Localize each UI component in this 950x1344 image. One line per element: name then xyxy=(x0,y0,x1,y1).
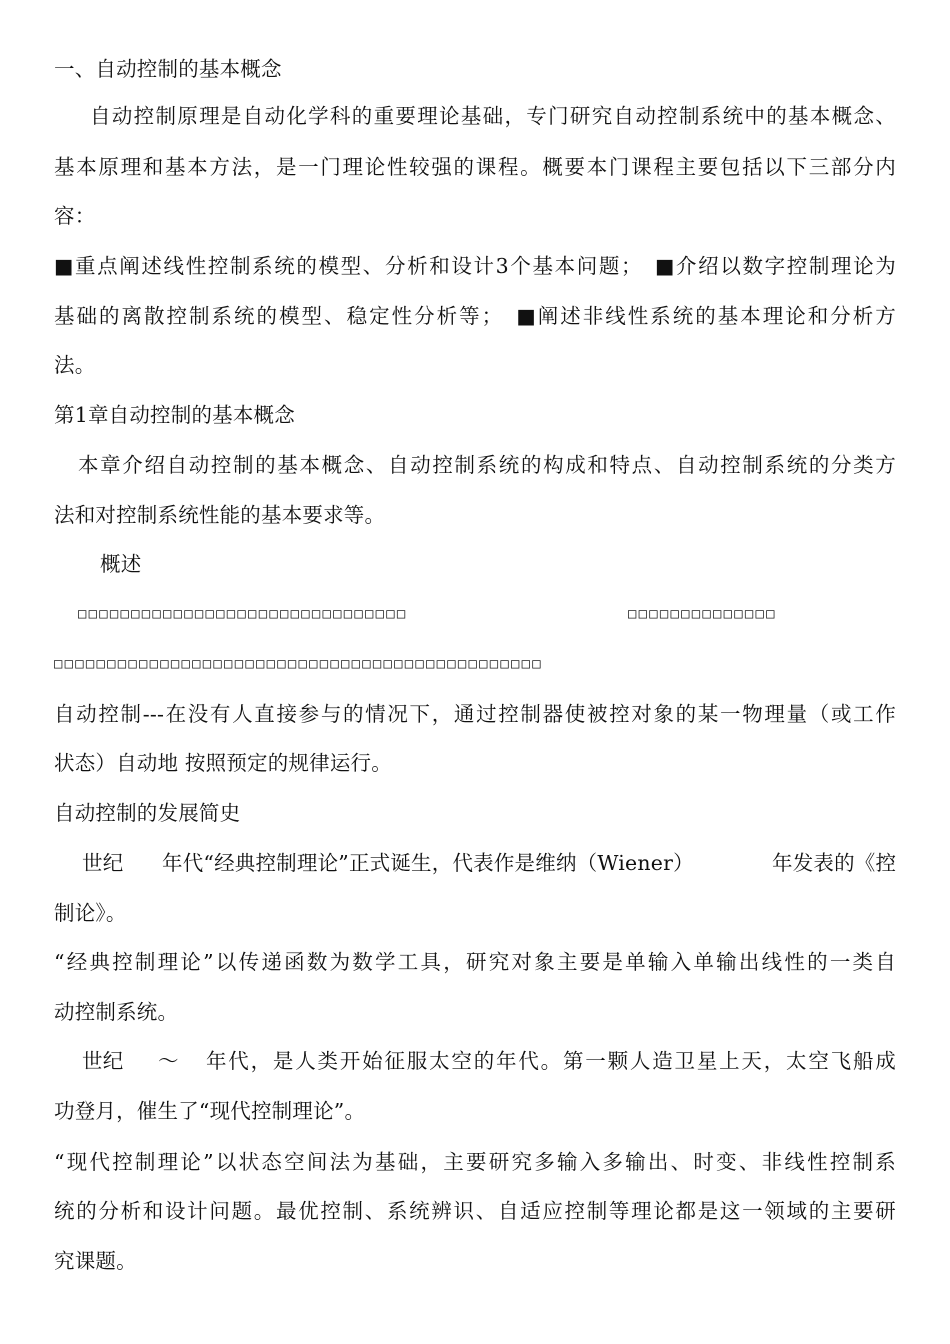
intro-paragraph-line-1: 自动控制原理是自动化学科的重要理论基础，专门研究自动控制系统中的基本概念、 xyxy=(90,104,896,128)
history-title: 自动控制的发展简史 xyxy=(54,801,241,825)
history-p1-seg-1: 世纪 xyxy=(82,851,124,875)
overview-label: 概述 xyxy=(100,552,142,576)
history-p4-line-2: 统的分析和设计问题。最优控制、系统辨识、自适应控制等理论都是这一领域的主要研 xyxy=(54,1199,896,1223)
history-p4-line-1: “现代控制理论”以状态空间法为基础，主要研究多输入多输出、时变、非线性控制系 xyxy=(54,1150,896,1174)
bullets-line-1: ■重点阐述线性控制系统的模型、分析和设计3个基本问题； ■介绍以数字控制理论为 xyxy=(54,254,896,278)
garbled-text-line-2: □□□□□□□□□□□□□□□□□□□□□□□□□□□□□□□□□□□□□□□□□□□□□□ xyxy=(54,656,543,672)
chapter-title: 第1章自动控制的基本概念 xyxy=(54,403,295,427)
history-p3-seg-1: 世纪 xyxy=(82,1049,124,1073)
history-p2-line-1: “经典控制理论”以传递函数为数学工具，研究对象主要是单输入单输出线性的一类自 xyxy=(54,950,896,974)
history-p3-seg-2: ～ xyxy=(158,1049,179,1073)
intro-paragraph-line-3: 容： xyxy=(54,204,96,228)
history-p4-line-3: 究课题。 xyxy=(54,1249,137,1273)
definition-line-1: 自动控制---在没有人直接参与的情况下，通过控制器使被控对象的某一物理量（或工作 xyxy=(54,702,896,726)
history-p3-seg-3: 年代，是人类开始征服太空的年代。第一颗人造卫星上天，太空飞船成 xyxy=(206,1049,896,1073)
intro-paragraph-line-2: 基本原理和基本方法，是一门理论性较强的课程。概要本门课程主要包括以下三部分内 xyxy=(54,155,896,179)
garbled-text-line-1-right: □□□□□□□□□□□□□□ xyxy=(628,606,777,622)
history-p1-line-2: 制论》。 xyxy=(54,901,127,925)
garbled-text-line-1-left: □□□□□□□□□□□□□□□□□□□□□□□□□□□□□□□ xyxy=(78,606,408,622)
section-heading-intro: 一、自动控制的基本概念 xyxy=(54,57,282,81)
history-p1-seg-2: 年代“经典控制理论”正式诞生，代表作是维纳（Wiener） xyxy=(162,851,694,875)
bullets-line-3: 法。 xyxy=(54,353,96,377)
chapter-intro-line-2: 法和对控制系统性能的基本要求等。 xyxy=(54,503,386,527)
bullets-line-2: 基础的离散控制系统的模型、稳定性分析等； ■阐述非线性系统的基本理论和分析方 xyxy=(54,304,896,328)
definition-line-2: 状态）自动地 按照预定的规律运行。 xyxy=(54,751,392,775)
chapter-intro-line-1: 本章介绍自动控制的基本概念、自动控制系统的构成和特点、自动控制系统的分类方 xyxy=(78,453,896,477)
history-p2-line-2: 动控制系统。 xyxy=(54,1000,179,1024)
history-p1-seg-3: 年发表的《控 xyxy=(772,851,897,875)
history-p3-line-2: 功登月，催生了“现代控制理论”。 xyxy=(54,1099,366,1123)
